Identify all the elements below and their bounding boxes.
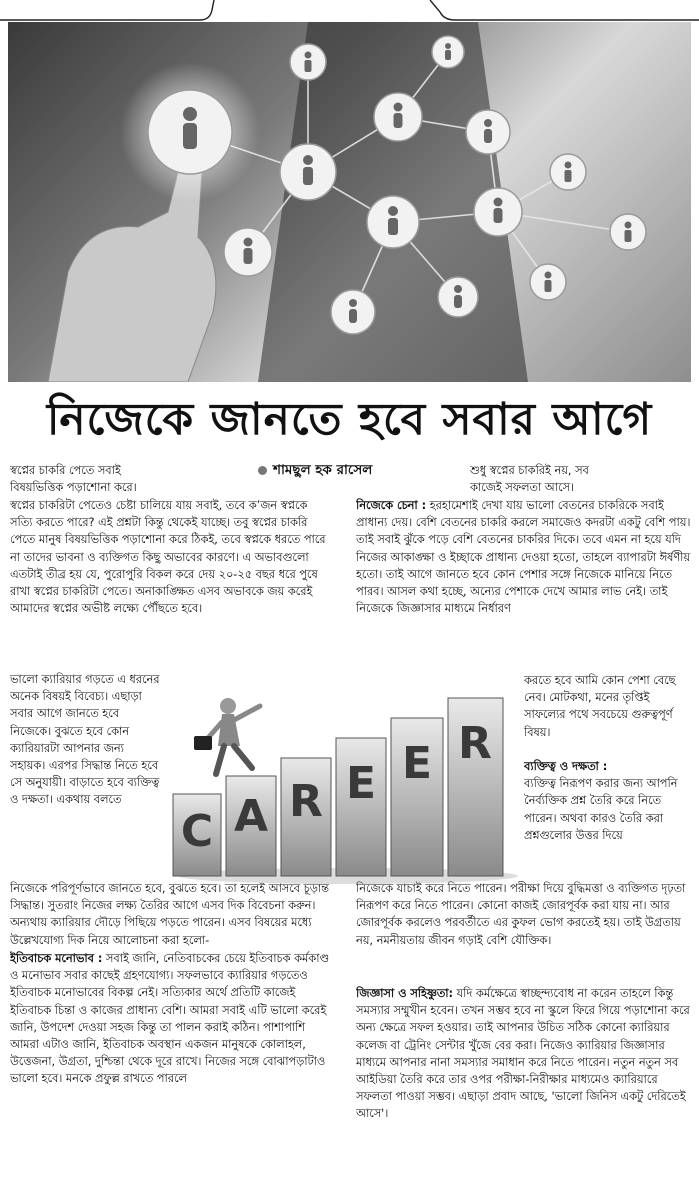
right-intro-line-1: শুধু স্বপ্নের চাকরিই নয়, সব — [470, 464, 589, 477]
author-byline — [258, 459, 468, 482]
section-body-know: হরহামেশাই দেখা যায় ভালো বেতনের চাকরিকে সবাই প্রাধান্য দেয়। বেশি বেতনের চাকরি করলে সমাজেও কদরটা একটু বেশি পায়। তাই সবাই ঝুঁকে পড়ে বেশি বেতনের চাকরির দিকে। তবে এমন না হয়ে যদি নিজের আকাঙ্ক্ষা ও ইচ্ছাকে প্রাধান্য দেওয়া হতো, তাহলে ব্যাপারটা ঈর্ষণীয় হতো। তাই আগে জানতে হবে কোন পেশার সঙ্গে নিজেকে মানিয়ে নিতে পারব। আসল কথা হচ্ছে, অন্যের পেশাকে দেখে আমার লাভ নেই। তাই নিজেকে জিজ্ঞাসার মাধ্যমে নির্ধারণ — [356, 499, 691, 616]
career-letter: R — [289, 776, 323, 827]
right-know-cont-text: করতে হবে আমি কোন পেশা বেছে নেব। মোটকথা, মনের তৃপ্তিই সাফল্যের পথে সবচেয়ে গুরুত্বপূর্ণ বিষয়। — [524, 674, 676, 739]
section-body-inquiry: যদি কর্মক্ষেত্রে স্বাচ্ছন্দ্যবোধ না করেন তাহলে কিন্তু সমস্যার সম্মুখীন হবেন। তখন সম্ভব হবে না স্কুলে ফিরে গিয়ে পড়াশোনা করে অন্য ক্ষেত্রে সফল হওয়ার। তাই আপনার উচিত সঠিক কোনো ক্যারিয়ার কলেজ বা ট্রেনিং সেন্টার খুঁজে বের করা। নিজেও ক্যারিয়ার জিজ্ঞাসার মাধ্যমে আপনার নানা সমস্যার সমাধান করে নিতে পারেন। নতুন নতুন সব আইডিয়া তৈরি করে তার ওপর পরীক্ষা-নিরীক্ষার মাধ্যমেও ক্যারিয়ারে সফলতা পাওয়া সম্ভব। এছাড়া প্রবাদ আছে, 'ভালো জিনিস একটু দেরিতেই আসে'। — [356, 987, 690, 1121]
career-letter: E — [345, 758, 377, 809]
left-section-positive — [10, 950, 335, 1191]
businessman-icon — [194, 698, 260, 774]
right-know-continued — [524, 672, 692, 758]
right-intro-line-2: কাজেই সফলতা আসে। — [470, 481, 574, 495]
section-heading-skill: ব্যক্তিত্ব ও দক্ষতা : — [524, 760, 608, 773]
left-para-1 — [10, 497, 332, 669]
career-letter: E — [401, 738, 433, 789]
section-heading-positive: ইতিবাচক মনোভাব : — [10, 952, 103, 965]
left-intro-line-1: স্বপ্নের চাকরি পেতে সবাই — [10, 464, 121, 477]
section-body-skill: ব্যক্তিত্ব নিরূপণ করার জন্য আপনি নৈর্ব্যক্তিক প্রশ্ন তৈরি করে নিতে পারেন। অথবা কারও তৈরি করা প্রশ্নগুলোর উত্তর দিয়ে — [524, 777, 678, 842]
career-illustration — [168, 676, 518, 886]
section-heading-know: নিজেকে চেনা : — [356, 499, 427, 512]
top-border-decoration — [0, 0, 699, 22]
section-body-positive: সবাই জানি, নেতিবাচকের চেয়ে ইতিবাচক কর্মকাণ্ড ও মনোভাব সবার কাছেই গ্রহণযোগ্য। সফলভাবে ক্যারিয়ার গড়তেও ইতিবাচক মনোভাবের বিকল্প নেই। সত্যিকার অর্থে প্রতিটি কাজেই ইতিবাচক চিন্তা ও কাজের প্রাধান্য বেশি। আমরা সবাই এটি ভালো করেই জানি, উপদেশ দেওয়া সহজ কিন্তু তা পালন করাই কঠিন। পাশাপাশি আমরা এটাও জানি, ইতিবাচক অবস্থান একজন মানুষকে কোলাহল, উত্তেজনা, উগ্রতা, দুশ্চিন্তা থেকে দূরে রাখে। নিজের সঙ্গে বোঝাপড়াটাও ভালো হবে। মনকে প্রফুল্ল রাখতে পারলে — [10, 952, 330, 1086]
right-section-inquiry — [356, 985, 691, 1191]
left-para-2 — [10, 671, 160, 863]
right-section-skill — [524, 758, 692, 880]
bullet-icon — [258, 466, 267, 475]
hero-photo-network — [8, 22, 691, 382]
article-headline: নিজেকে জানতে হবে সবার আগে — [46, 394, 653, 445]
career-letter: A — [233, 791, 269, 842]
career-letter: C — [180, 806, 214, 857]
author-name: শামছুল হক রাসেল — [273, 462, 373, 478]
left-para-2-text: ভালো ক্যারিয়ার গড়তে এ ধরনের অনেক বিষয়ই বিবেচ্য। এছাড়া সবার আগে জানতে হবে নিজেকে। বুঝতে হবে কোন ক্যারিয়ারটা আপনার জন্য সহায়ক। এরপর সিদ্ধান্ত নিতে হবে সে অনুযায়ী। বাড়াতে হবে ব্যক্তিত্ব ও দক্ষতা। একথায় বলতে — [10, 673, 160, 807]
right-skill-cont-text: নিজেকে যাচাই করে নিতে পারেন। পরীক্ষা দিয়ে বুদ্ধিমত্তা ও ব্যক্তিগত দৃঢ়তা নিরূপণ করে নিতে পারেন। কোনো কাজই জোরপূর্বক করা যায় না। আর জোরপূর্বক করলেও পরবর্তীতে এর কুফল ভোগ করতেই হয়। তাই উগ্রতায় নয়, নমনীয়তায় জীবন গড়াই বেশি যৌক্তিক। — [356, 882, 686, 947]
career-letter: R — [458, 718, 492, 769]
left-para-3-text: নিজেকে পরিপূর্ণভাবে জানতে হবে, বুঝতে হবে। তা হলেই আসবে চূড়ান্ত সিদ্ধান্ত। সুতরাং নিজের লক্ষ্য তৈরির আগে এসব দিক বিবেচনা করুন। অন্যথায় ক্যারিয়ার দৌড়ে পিছিয়ে পড়তে পারেন। এসব বিষয়ের মধ্যে উল্লেখযোগ্য দিক নিয়ে আলোচনা করা হলো- — [10, 882, 329, 947]
left-para-1-text: স্বপ্নের চাকরিটা পেতেও চেষ্টা চালিয়ে যায় সবাই, তবে ক’জন স্বপ্নকে সত্যি করতে পারে? এই প্রশ্নটা কিন্তু থেকেই যাচ্ছে। তবু স্বপ্নের চাকরি পেতে মানুষ বিষয়ভিত্তিক পড়াশোনা করে ঠিকই, তবে স্বপ্নকে ধরতে পারে না তাদের ভাবনা ও ব্যক্তিগত কিছু অভাবের কারণে। এ অভাবগুলো এতটাই তীব্র হয় যে, পুরোপুরি বিকল করে দেয় ২০-২৫ বছর ধরে পুষে রাখা স্বপ্নের চাকরিটা পেতে। অনাকাঙ্ক্ষিত এসব অভাবকে জয় করেই আমাদের স্বপ্নের অভীষ্ট লক্ষ্যে পৌঁছতে হবে। — [10, 499, 326, 616]
left-para-3 — [10, 880, 335, 950]
left-intro — [10, 462, 250, 496]
section-heading-inquiry: জিজ্ঞাসা ও সহিষ্ণুতা: — [356, 987, 454, 1000]
right-skill-continued — [356, 880, 691, 984]
left-intro-line-2: বিষয়ভিত্তিক পড়াশোনা করে। — [10, 481, 137, 495]
right-section-know — [356, 497, 691, 669]
right-intro — [470, 462, 695, 496]
